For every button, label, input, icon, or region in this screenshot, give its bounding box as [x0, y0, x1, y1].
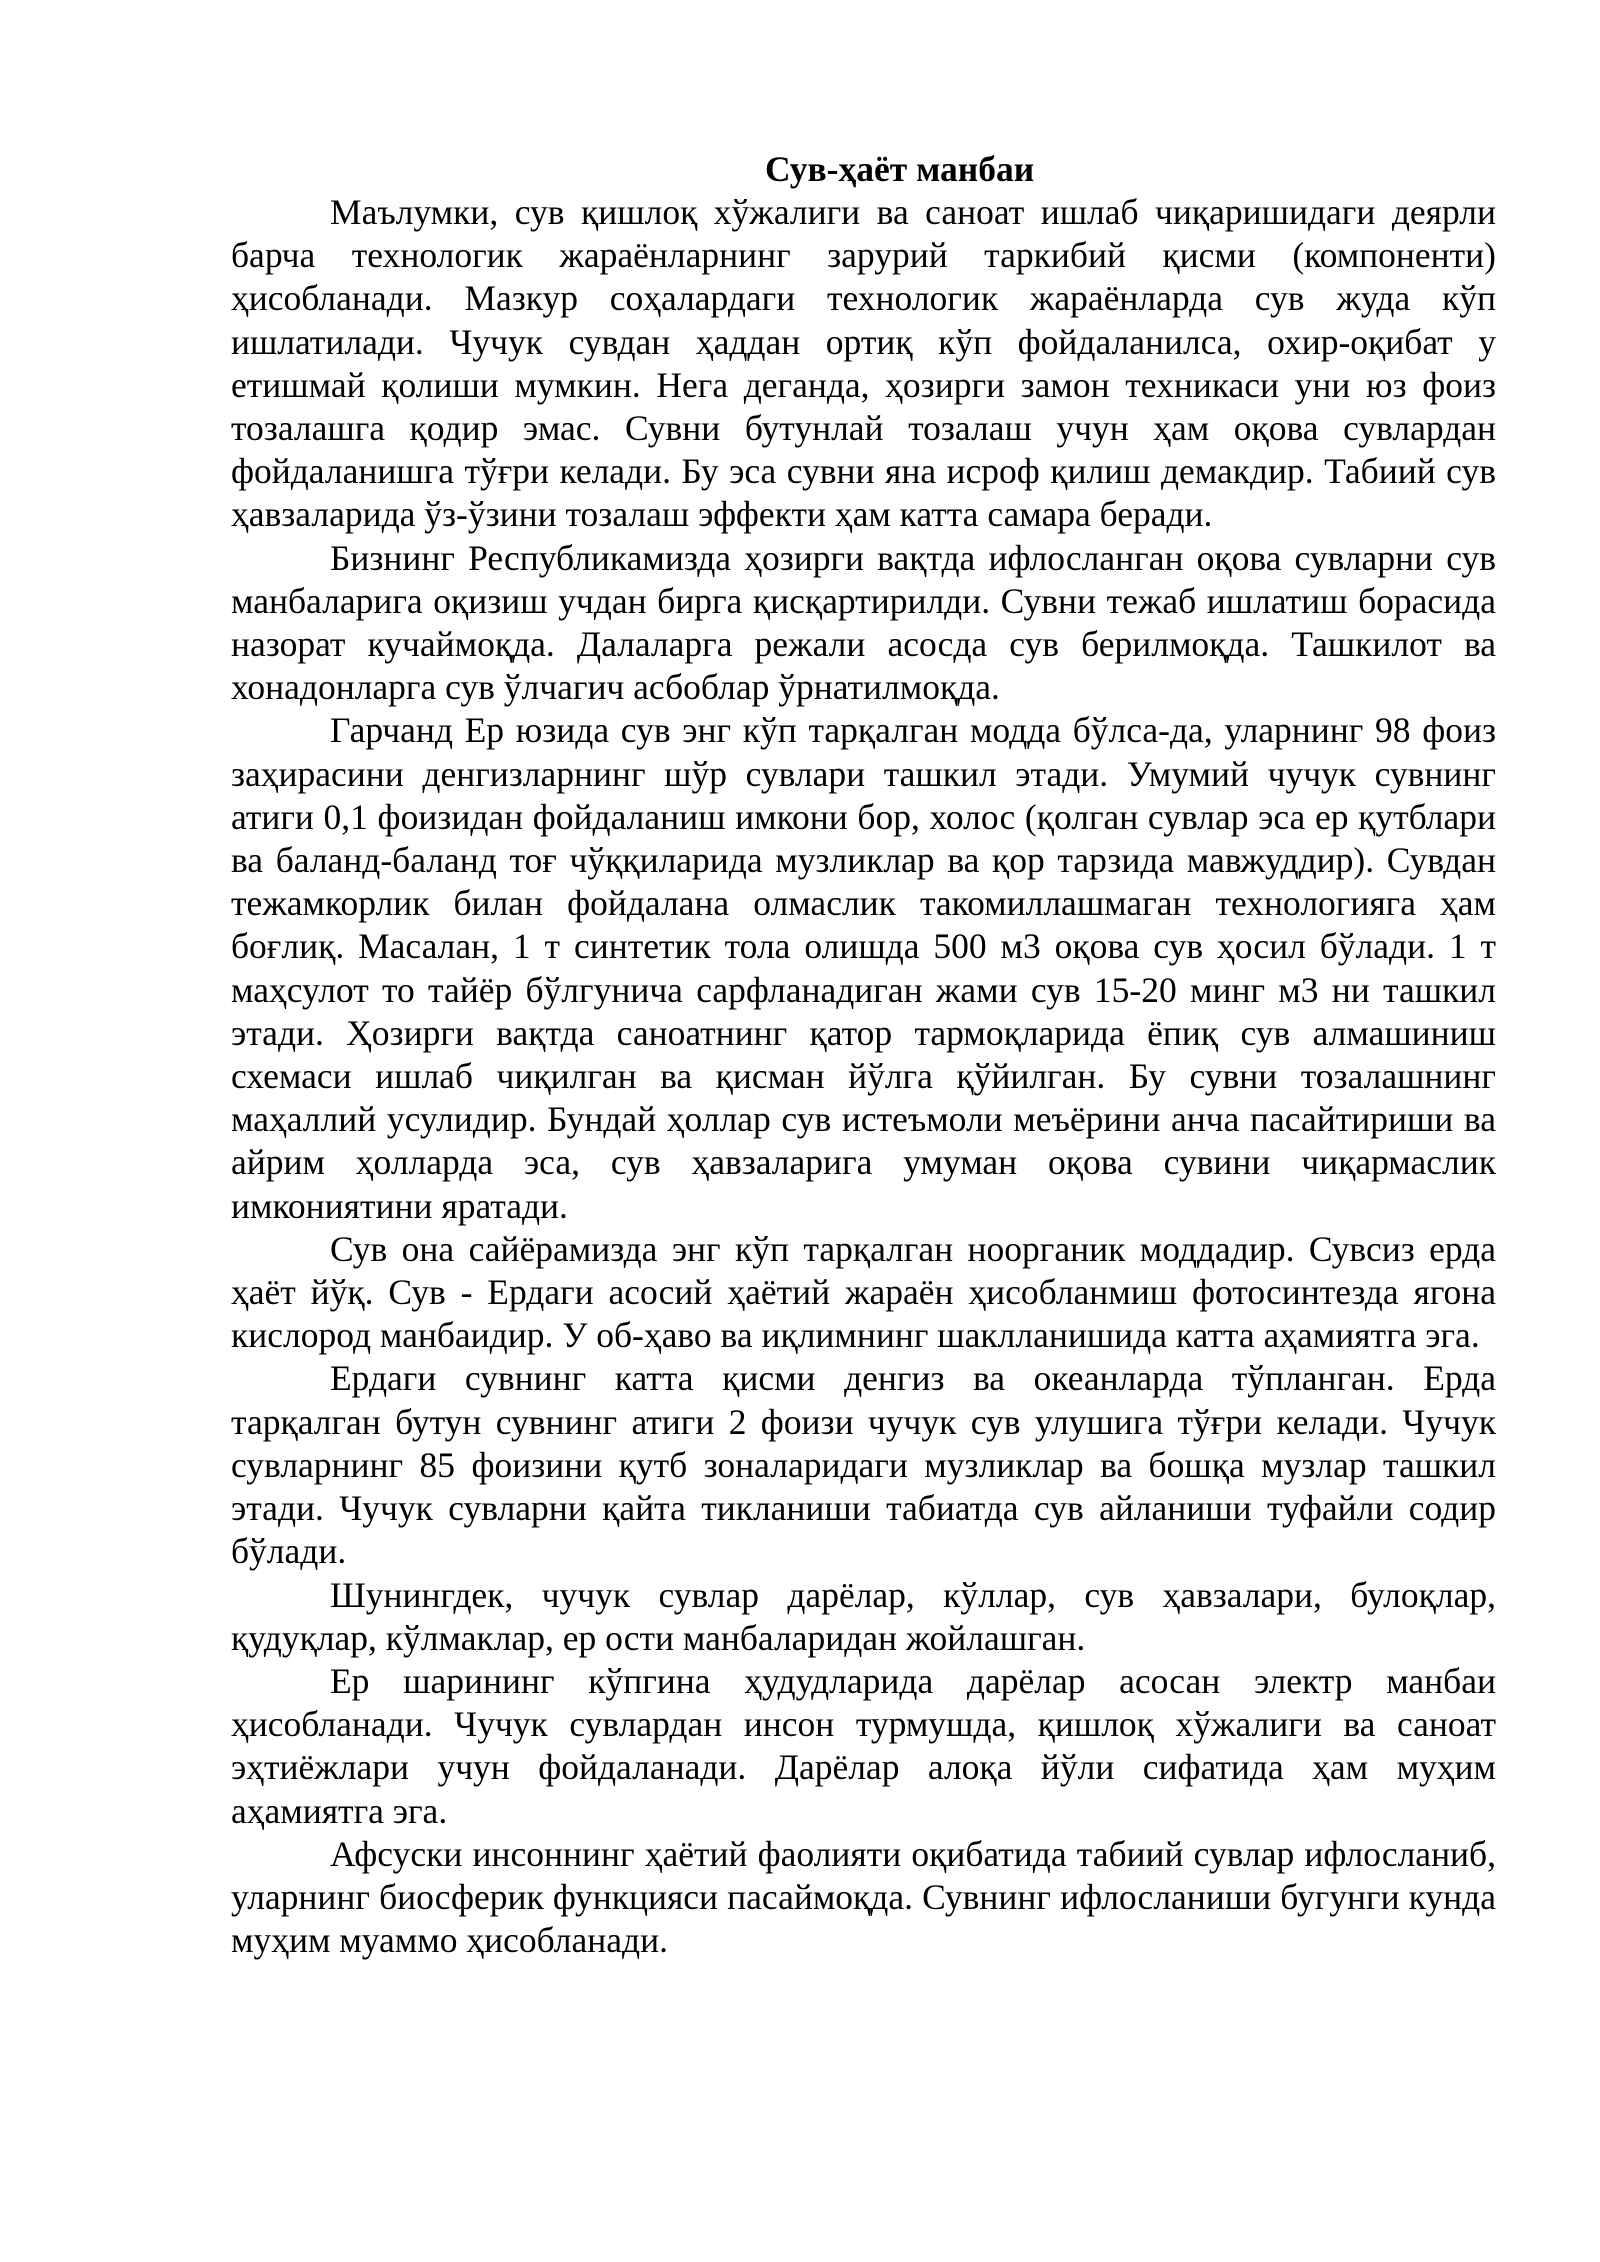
paragraph-6: Шунингдек, чучук сувлар дарёлар, кўллар, сув ҳавзалари, булоқлар, қудуқлар, кўлмаклар, ер ости манбаларидан жойлашган.: [231, 1574, 1496, 1658]
paragraph-7: Ер шарининг кўпгина ҳудудларида дарёлар асосан электр манбаи ҳисобланади. Чучук сувлардан инсон турмушда, қишлоқ хўжалиги ва саноат эҳтиёжлари учун фойдаланади. Дарёлар алоқа йўли сифатида ҳам муҳим аҳамиятга эга.: [231, 1660, 1496, 1831]
paragraph-3: Гарчанд Ер юзида сув энг кўп тарқалган модда бўлса-да, уларнинг 98 фоиз заҳирасини денгизларнинг шўр сувлари ташкил этади. Умумий чучук сувнинг атиги 0,1 фоизидан фойдаланиш имкони бор, холос (қолган сувлар эса ер қутблари ва баланд-баланд тоғ чўққиларида музликлар ва қор тарзида мавжуддир). Сувдан тежамкорлик билан фойдалана олмаслик такомиллашмаган технологияга ҳам боғлиқ. Масалан, 1 т синтетик тола олишда 500 м3 оқова сув ҳосил бўлади. 1 т маҳсулот то тайёр бўлгунича сарфланадиган жами сув 15-20 минг м3 ни ташкил этади. Ҳозирги вақтда саноатнинг қатор тармоқларида ёпиқ сув алмашиниш схемаси ишлаб чиқилган ва қисман йўлга қўйилган. Бу сувни тозалашнинг маҳаллий усулидир. Бундай ҳоллар сув истеъмоли меъёрини анча пасайтириши ва айрим ҳолларда эса, сув ҳавзаларига умуман оқова сувини чиқармаслик имкониятини яратади.: [231, 710, 1496, 1226]
document-page: [231, 148, 1496, 1962]
paragraph-5: Ердаги сувнинг катта қисми денгиз ва океанларда тўпланган. Ерда тарқалган бутун сувнинг атиги 2 фоизи чучук сув улушига тўғри келади. Чучук сувларнинг 85 фоизини қутб зоналаридаги музликлар ва бошқа музлар ташкил этади. Чучук сувларни қайта тикланиши табиатда сув айланиши туфайли содир бўлади.: [231, 1358, 1496, 1572]
paragraph-4: Сув она сайёрамизда энг кўп тарқалган ноорганик моддадир. Сувсиз ерда ҳаёт йўқ. Сув - Ердаги асосий ҳаётий жараён ҳисобланмиш фотосинтезда ягона кислород манбаидир. У об-ҳаво ва иқлимнинг шаклланишида катта аҳамиятга эга.: [231, 1228, 1496, 1356]
document-title: Сув-ҳаёт манбаи: [765, 149, 1035, 189]
paragraph-2: Бизнинг Республикамизда ҳозирги вақтда ифлосланган оқова сувларни сув манбаларига оқизиш учдан бирга қисқартирилди. Сувни тежаб ишлатиш борасида назорат кучаймоқда. Далаларга режали асосда сув берилмоқда. Ташкилот ва хонадонларга сув ўлчагич асбоблар ўрнатилмоқда.: [231, 537, 1496, 708]
paragraph-1: Маълумки, сув қишлоқ хўжалиги ва саноат ишлаб чиқаришидаги деярли барча технологик жараёнларнинг зарурий таркибий қисми (компоненти) ҳисобланади. Мазкур соҳалардаги технологик жараёнларда сув жуда кўп ишлатилади. Чучук сувдан ҳаддан ортиқ кўп фойдаланилса, охир-оқибат у етишмай қолиши мумкин. Нега деганда, ҳозирги замон техникаси уни юз фоиз тозалашга қодир эмас. Сувни бутунлай тозалаш учун ҳам оқова сувлардан фойдаланишга тўғри келади. Бу эса сувни яна исроф қилиш демакдир. Табиий сув ҳавзаларида ўз-ўзини тозалаш эффекти ҳам катта самара беради.: [231, 192, 1496, 535]
paragraph-8: Афсуски инсоннинг ҳаётий фаолияти оқибатида табиий сувлар ифлосланиб, уларнинг биосферик функцияси пасаймоқда. Сувнинг ифлосланиши бугунги кунда муҳим муаммо ҳисобланади.: [231, 1833, 1496, 1961]
